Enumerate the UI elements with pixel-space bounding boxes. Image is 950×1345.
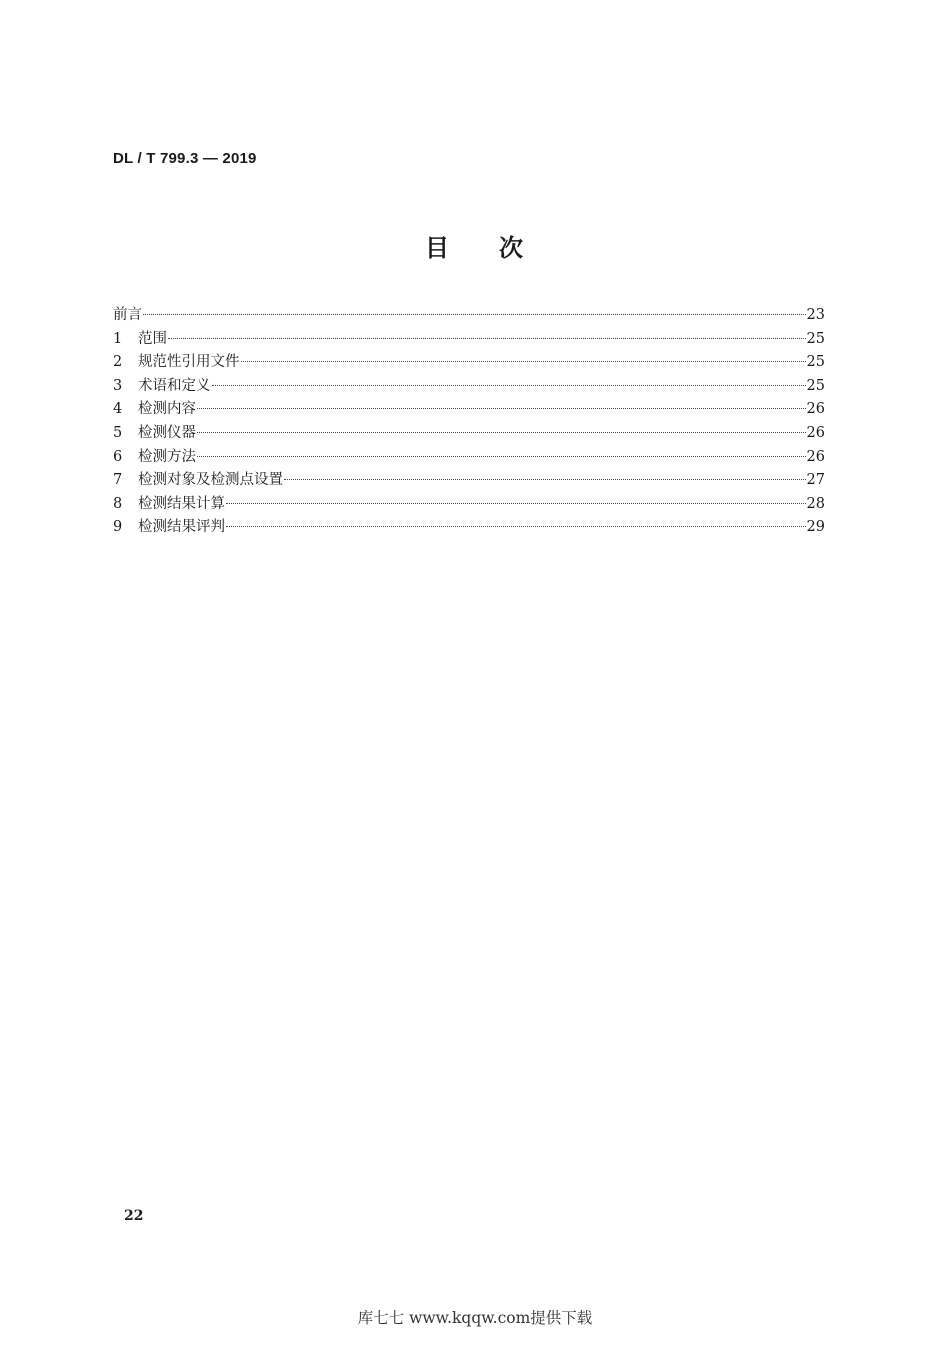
toc-entry-label: 术语和定义 (138, 377, 211, 394)
toc-entry-page: 28 (806, 495, 825, 512)
toc-title (0, 228, 950, 263)
toc-entry-8[interactable] (113, 493, 825, 517)
toc-entry-page: 25 (806, 330, 825, 347)
toc-entry-number: 2 (113, 354, 123, 371)
toc-entry-number: 3 (113, 377, 123, 394)
toc-entry-9[interactable] (113, 516, 825, 540)
toc-leader (168, 338, 806, 339)
toc-entry-number: 8 (113, 495, 123, 512)
toc-entry-label: 检测对象及检测点设置 (138, 472, 283, 489)
toc-entry-5[interactable] (113, 422, 825, 446)
toc-entry-label: 检测仪器 (138, 424, 196, 441)
toc-entry-page: 26 (806, 401, 825, 418)
toc-entry-number: 4 (113, 401, 123, 418)
toc-entry-number: 9 (113, 519, 123, 536)
toc-entry-foreword[interactable] (113, 304, 825, 328)
toc-entry-page: 25 (806, 377, 825, 394)
toc-leader (197, 408, 806, 409)
toc-entry-6[interactable] (113, 446, 825, 470)
toc-leader (197, 456, 806, 457)
toc-leader (241, 361, 806, 362)
toc-entry-4[interactable] (113, 398, 825, 422)
toc-entry-number: 5 (113, 424, 123, 441)
table-of-contents (113, 304, 825, 540)
toc-entry-page: 26 (806, 448, 825, 465)
toc-title-part2: 次 (499, 234, 525, 262)
toc-entry-number: 1 (113, 330, 123, 347)
toc-entry-page: 29 (806, 519, 825, 536)
toc-leader (226, 526, 806, 527)
standard-code: DL / T 799.3 — 2019 (113, 150, 257, 167)
toc-leader (197, 432, 806, 433)
toc-entry-label: 检测方法 (138, 448, 196, 465)
toc-entry-label: 规范性引用文件 (138, 354, 240, 371)
toc-entry-number: 6 (113, 448, 123, 465)
toc-entry-page: 23 (806, 307, 825, 323)
toc-leader (143, 314, 806, 315)
toc-entry-1[interactable] (113, 328, 825, 352)
toc-entry-page: 27 (806, 472, 825, 489)
toc-leader (212, 385, 806, 386)
toc-entry-2[interactable] (113, 351, 825, 375)
toc-entry-label: 检测内容 (138, 401, 196, 418)
toc-leader (284, 479, 806, 480)
toc-entry-number: 7 (113, 472, 123, 489)
toc-title-part1: 目 (425, 234, 451, 262)
toc-entry-page: 26 (806, 424, 825, 441)
page-number: 22 (124, 1208, 144, 1224)
toc-entry-7[interactable] (113, 469, 825, 493)
toc-entry-page: 25 (806, 354, 825, 371)
toc-entry-label: 范围 (138, 330, 167, 347)
toc-entry-label: 检测结果计算 (138, 495, 225, 512)
toc-entry-3[interactable] (113, 375, 825, 399)
toc-leader (226, 503, 806, 504)
download-watermark: 库七七 www.kqqw.com提供下载 (357, 1309, 593, 1327)
toc-entry-label: 前言 (113, 307, 142, 323)
toc-entry-label: 检测结果评判 (138, 519, 225, 536)
